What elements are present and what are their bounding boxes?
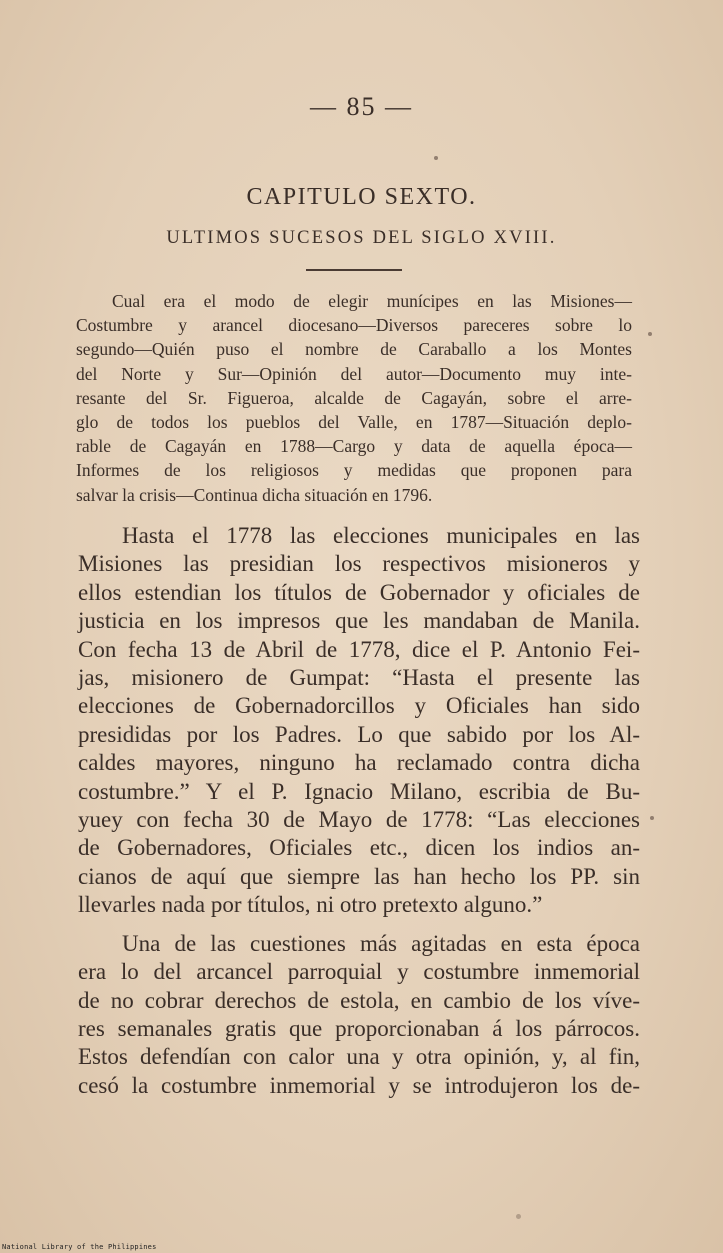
body-line: ellos estendian los títulos de Gobernador y oficiales de bbox=[78, 579, 640, 605]
chapter-subtitle: ULTIMOS SUCESOS DEL SIGLO XVIII. bbox=[166, 228, 557, 248]
body-line: de Gobernadores, Oficiales etc., dicen los indios an- bbox=[78, 835, 640, 861]
body-line: Misiones las presidian los respectivos misioneros y bbox=[78, 551, 640, 577]
body-line: llevarles nada por títulos, ni otro pretexto alguno.” bbox=[78, 892, 543, 918]
chapter-title: CAPITULO SEXTO. bbox=[246, 184, 477, 210]
paper-speck bbox=[648, 332, 652, 336]
paper-speck bbox=[650, 816, 654, 820]
body-line: yuey con fecha 30 de Mayo de 1778: “Las elecciones bbox=[78, 807, 640, 833]
paper-speck bbox=[434, 156, 438, 160]
footer-credit: National Library of the Philippines bbox=[2, 1243, 157, 1251]
summary-line: Cual era el modo de elegir munícipes en las Misiones— bbox=[112, 291, 632, 311]
page-number: — 85 — bbox=[310, 92, 413, 121]
body-line: justicia en los impresos que les mandaban de Manila. bbox=[78, 608, 640, 634]
paragraph-2 bbox=[78, 930, 640, 1100]
body-line: costumbre.” Y el P. Ignacio Milano, escribia de Bu- bbox=[78, 778, 640, 804]
summary-line: glo de todos los pueblos del Valle, en 1787—Situación deplo- bbox=[76, 412, 632, 433]
body-line: caldes mayores, ninguno ha reclamado contra dicha bbox=[78, 750, 640, 776]
body-line: Con fecha 13 de Abril de 1778, dice el P. Antonio Fei- bbox=[78, 636, 640, 662]
paragraph-1 bbox=[78, 522, 640, 920]
body-line: Hasta el 1778 las elecciones municipales en las bbox=[122, 523, 640, 548]
body-line: cianos de aquí que siempre las han hecho los PP. sin bbox=[78, 863, 640, 889]
paper-speck bbox=[516, 1214, 521, 1219]
body-line: cesó la costumbre inmemorial y se introdujeron los de- bbox=[78, 1072, 640, 1098]
body-line: Estos defendían con calor una y otra opinión, y, al fin, bbox=[78, 1044, 640, 1070]
summary-line: salvar la crisis—Continua dicha situación en 1796. bbox=[76, 484, 433, 505]
body-line: jas, misionero de Gumpat: “Hasta el presente las bbox=[78, 665, 640, 691]
summary-line: rable de Cagayán en 1788—Cargo y data de aquella época— bbox=[76, 436, 632, 457]
body-line: era lo del arcancel parroquial y costumbre inmemorial bbox=[78, 959, 640, 985]
summary-line: del Norte y Sur—Opinión del autor—Documento muy inte- bbox=[76, 363, 632, 384]
body-line: Una de las cuestiones más agitadas en esta época bbox=[122, 930, 640, 956]
body-line: res semanales gratis que proporcionaban á los párrocos. bbox=[78, 1015, 640, 1041]
body-line: elecciones de Gobernadorcillos y Oficiales han sido bbox=[78, 693, 640, 719]
summary-line: segundo—Quién puso el nombre de Caraballo a los Montes bbox=[76, 339, 632, 360]
summary-line: Costumbre y arancel diocesano—Diversos pareceres sobre lo bbox=[76, 315, 632, 336]
summary-line: resante del Sr. Figueroa, alcalde de Cagayán, sobre el arre- bbox=[76, 387, 632, 408]
title-divider bbox=[306, 269, 402, 271]
body-line: presididas por los Padres. Lo que sabido por los Al- bbox=[78, 721, 640, 747]
body-text bbox=[78, 522, 640, 1100]
chapter-summary bbox=[76, 289, 632, 507]
body-line: de no cobrar derechos de estola, en cambio de los víve- bbox=[78, 987, 640, 1013]
summary-line: Informes de los religiosos y medidas que proponen para bbox=[76, 460, 632, 481]
